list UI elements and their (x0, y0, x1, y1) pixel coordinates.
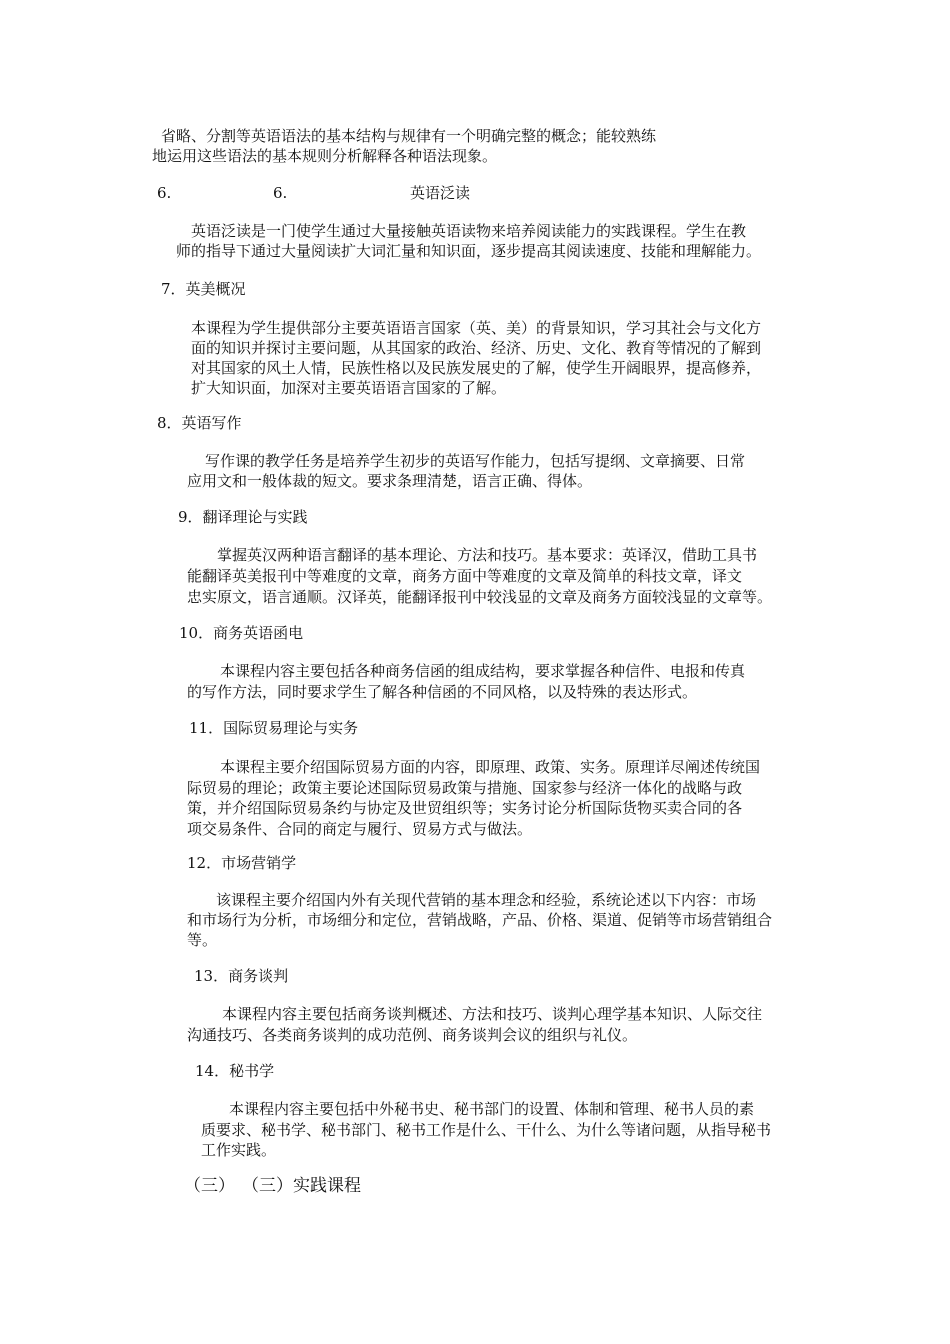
paragraph-line: 工作实践。 (201, 1141, 277, 1159)
section-heading: 9．翻译理论与实践 (178, 508, 308, 526)
paragraph-line: 对其国家的风土人情，民族性格以及民族发展史的了解，使学生开阔眼界，提高修养， (191, 359, 762, 377)
paragraph-line: 的写作方法，同时要求学生了解各种信函的不同风格，以及特殊的表达形式。 (187, 683, 698, 701)
paragraph-line: 该课程主要介绍国内外有关现代营销的基本理念和经验，系统论述以下内容：市场 (216, 891, 757, 909)
paragraph-line: 掌握英汉两种语言翻译的基本理论、方法和技巧。基本要求：英译汉，借助工具书 (217, 546, 758, 564)
section-number: 6. (273, 184, 288, 202)
paragraph-line: 本课程为学生提供部分主要英语语言国家（英、美）的背景知识，学习其社会与文化方 (191, 319, 762, 337)
section-heading: 英语泛读 (410, 184, 471, 202)
section-number: （三） (184, 1176, 235, 1196)
intro-line: 地运用这些语法的基本规则分析解释各种语法现象。 (152, 147, 498, 165)
section-heading: 8．英语写作 (157, 414, 242, 432)
paragraph-line: 英语泛读是一门使学生通过大量接触英语读物来培养阅读能力的实践课程。学生在教 (191, 222, 747, 240)
paragraph-line: 扩大知识面，加深对主要英语语言国家的了解。 (191, 379, 507, 397)
section-number: 6. (157, 184, 172, 202)
paragraph-line: 策，并介绍国际贸易条约与协定及世贸组织等；实务讨论分析国际货物买卖合同的各 (187, 799, 743, 817)
section-heading: 7．英美概况 (161, 280, 246, 298)
paragraph-line: 应用文和一般体裁的短文。要求条理清楚，语言正确、得体。 (187, 472, 593, 490)
paragraph-line: 师的指导下通过大量阅读扩大词汇量和知识面，逐步提高其阅读速度、技能和理解能力。 (176, 242, 762, 260)
paragraph-line: 忠实原文，语言通顺。汉译英，能翻译报刊中较浅显的文章及商务方面较浅显的文章等。 (187, 588, 773, 606)
section-heading: （三）实践课程 (242, 1176, 361, 1196)
paragraph-line: 本课程内容主要包括中外秘书史、秘书部门的设置、体制和管理、秘书人员的素 (229, 1100, 755, 1118)
paragraph-line: 能翻译英美报刊中等难度的文章，商务方面中等难度的文章及简单的科技文章，译文 (187, 567, 743, 585)
paragraph-line: 质要求、秘书学、秘书部门、秘书工作是什么、干什么、为什么等诸问题，从指导秘书 (201, 1121, 772, 1139)
paragraph-line: 项交易条件、合同的商定与履行、贸易方式与做法。 (187, 820, 533, 838)
section-heading: 11．国际贸易理论与实务 (189, 719, 359, 737)
section-heading: 12．市场营销学 (187, 854, 297, 872)
paragraph-line: 写作课的教学任务是培养学生初步的英语写作能力，包括写提纲、文章摘要、日常 (205, 452, 746, 470)
paragraph-line: 本课程主要介绍国际贸易方面的内容，即原理、政策、实务。原理详尽阐述传统国 (220, 758, 761, 776)
intro-line: 省略、分割等英语语法的基本结构与规律有一个明确完整的概念；能较熟练 (161, 127, 657, 145)
paragraph-line: 本课程内容主要包括商务谈判概述、方法和技巧、谈判心理学基本知识、人际交往 (222, 1005, 763, 1023)
paragraph-line: 际贸易的理论；政策主要论述国际贸易政策与措施、国家参与经济一体化的战略与政 (187, 779, 743, 797)
section-heading: 13．商务谈判 (194, 967, 289, 985)
paragraph-line: 面的知识并探讨主要问题，从其国家的政治、经济、历史、文化、教育等情况的了解到 (191, 339, 762, 357)
section-heading: 10．商务英语函电 (179, 624, 304, 642)
paragraph-line: 和市场行为分析，市场细分和定位，营销战略，产品、价格、渠道、促销等市场营销组合 (187, 911, 773, 929)
paragraph-line: 沟通技巧、各类商务谈判的成功范例、商务谈判会议的组织与礼仪。 (187, 1026, 638, 1044)
section-heading: 14．秘书学 (195, 1062, 275, 1080)
paragraph-line: 等。 (187, 931, 218, 949)
paragraph-line: 本课程内容主要包括各种商务信函的组成结构，要求掌握各种信件、电报和传真 (220, 662, 746, 680)
